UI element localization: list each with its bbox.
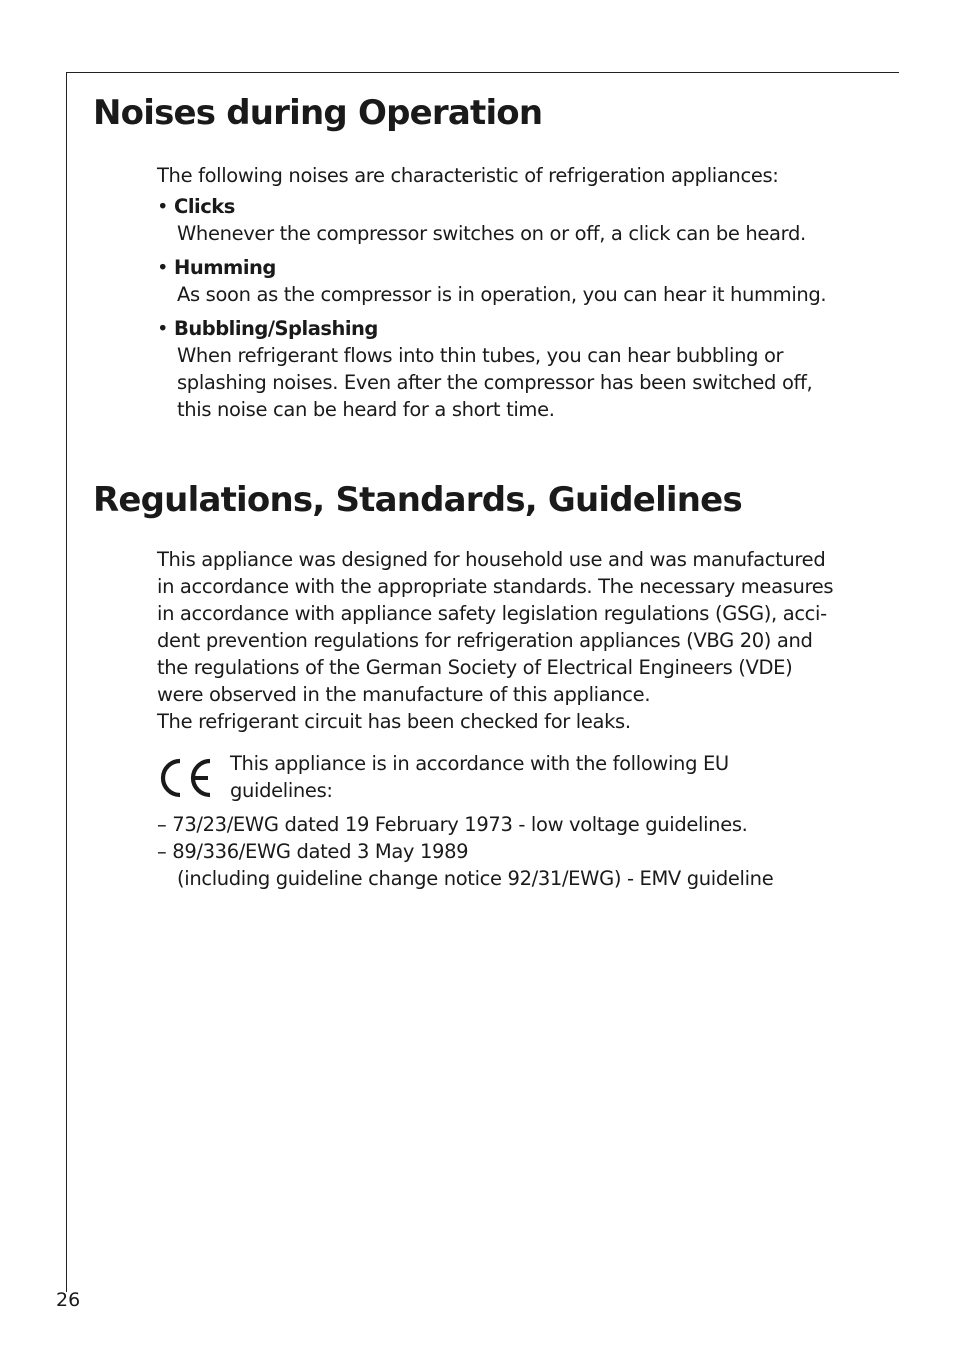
bullet-marker: •	[157, 317, 169, 340]
guideline-text: 73/23/EWG dated 19 February 1973 - low voltage guidelines.	[172, 813, 748, 836]
paragraph-line: the regulations of the German Society of Electrical Engineers (VDE)	[157, 656, 793, 679]
bullet-marker: •	[157, 256, 169, 279]
ce-statement-line: This appliance is in accordance with the following EU	[230, 752, 729, 775]
bullet-description-line: this noise can be heard for a short time.	[177, 398, 555, 421]
dash-marker: –	[157, 813, 167, 836]
paragraph-line: dent prevention regulations for refrigeration appliances (VBG 20) and	[157, 629, 813, 652]
bullet-clicks	[157, 193, 877, 247]
paragraph-line: in accordance with appliance safety legislation regulations (GSG), acci-	[157, 602, 827, 625]
bullet-heading: Humming	[174, 256, 276, 279]
guideline-text-continued: (including guideline change notice 92/31/EWG) - EMV guideline	[177, 867, 774, 890]
paragraph-line: in accordance with the appropriate standards. The necessary measures	[157, 575, 834, 598]
ce-conformity-mark-icon	[158, 756, 214, 800]
section-title-noises: Noises during Operation	[93, 93, 543, 133]
bullet-description-line: splashing noises. Even after the compressor has been switched off,	[177, 371, 813, 394]
guideline-text: 89/336/EWG dated 3 May 1989	[172, 840, 469, 863]
paragraph-line: were observed in the manufacture of this appliance.	[157, 683, 651, 706]
top-rule	[66, 72, 899, 73]
page-number: 26	[56, 1289, 81, 1311]
bullet-humming	[157, 254, 877, 308]
guideline-item-low-voltage	[157, 811, 748, 838]
ce-statement-line: guidelines:	[230, 779, 333, 802]
left-rule	[66, 72, 67, 1292]
regulations-paragraph	[157, 546, 833, 735]
bullet-marker: •	[157, 195, 169, 218]
bullet-bubbling-splashing	[157, 315, 877, 423]
bullet-heading: Bubbling/Splashing	[174, 317, 378, 340]
ce-statement	[230, 750, 729, 804]
noises-intro: The following noises are characteristic of refrigeration appliances:	[157, 164, 779, 187]
bullet-heading: Clicks	[174, 195, 235, 218]
bullet-description-line: When refrigerant flows into thin tubes, you can hear bubbling or	[177, 344, 784, 367]
paragraph-line: This appliance was designed for household use and was manufactured	[157, 548, 826, 571]
bullet-description: Whenever the compressor switches on or off, a click can be heard.	[177, 222, 806, 245]
section-title-regulations: Regulations, Standards, Guidelines	[93, 480, 742, 520]
dash-marker: –	[157, 840, 167, 863]
paragraph-line: The refrigerant circuit has been checked for leaks.	[157, 710, 631, 733]
guideline-item-emv	[157, 838, 773, 892]
bullet-description: As soon as the compressor is in operation, you can hear it humming.	[177, 283, 827, 306]
